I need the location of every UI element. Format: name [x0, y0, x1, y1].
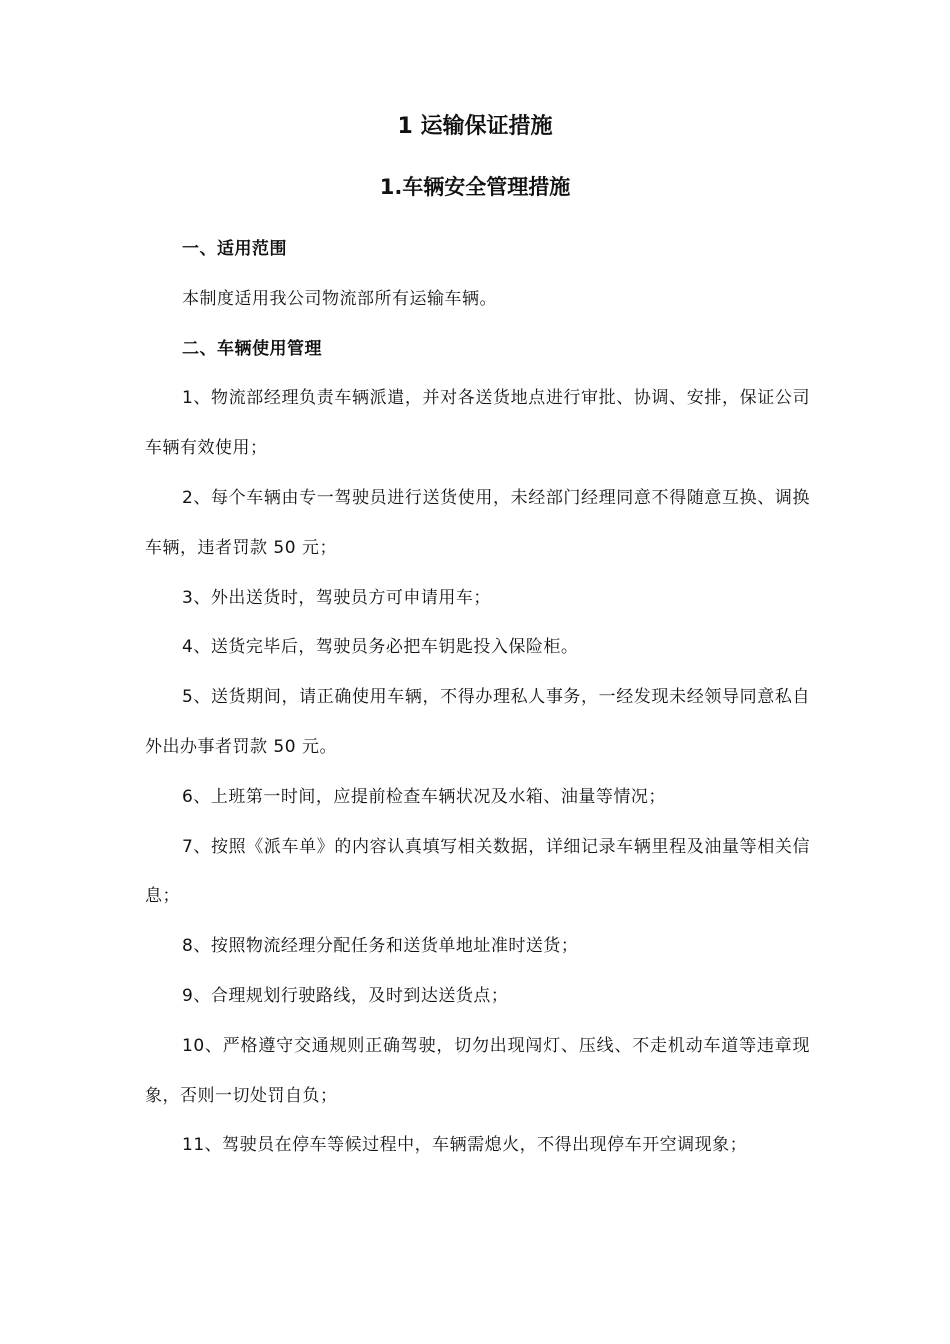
rule-item-8: 8、按照物流经理分配任务和送货单地址准时送货；: [182, 936, 579, 957]
document-subtitle: 1.车辆安全管理措施: [379, 175, 571, 199]
rule-item-10: 10、严格遵守交通规则正确驾驶，切勿出现闯灯、压线、不走机动车道等违章现象，否则一切处罚自负；: [145, 1035, 810, 1106]
rule-item-1: 1、物流部经理负责车辆派遣，并对各送货地点进行审批、协调、安排，保证公司车辆有效使用；: [145, 388, 810, 459]
document-body: [145, 225, 810, 1171]
rule-item-9: 9、合理规划行驶路线，及时到达送货点；: [182, 985, 509, 1006]
rule-item-4: 4、送货完毕后，驾驶员务必把车钥匙投入保险柜。: [182, 637, 579, 658]
rule-item-6: 6、上班第一时间，应提前检查车辆状况及水箱、油量等情况；: [182, 786, 666, 807]
section-heading-vehicle-use: 二、车辆使用管理: [182, 338, 322, 359]
document-title: 1 运输保证措施: [397, 114, 553, 139]
scope-paragraph: 本制度适用我公司物流部所有运输车辆。: [182, 288, 497, 309]
rule-item-11: 11、驾驶员在停车等候过程中，车辆需熄火，不得出现停车开空调现象；: [182, 1135, 748, 1156]
rule-item-3: 3、外出送货时，驾驶员方可申请用车；: [182, 587, 491, 608]
rule-item-2: 2、每个车辆由专一驾驶员进行送货使用，未经部门经理同意不得随意互换、调换车辆，违者罚款 50 元；: [145, 487, 810, 558]
rule-item-5: 5、送货期间，请正确使用车辆，不得办理私人事务，一经发现未经领导同意私自外出办事者罚款 50 元。: [145, 687, 810, 757]
section-heading-scope: 一、适用范围: [182, 239, 287, 259]
rule-item-7: 7、按照《派车单》的内容认真填写相关数据，详细记录车辆里程及油量等相关信息；: [145, 836, 810, 907]
